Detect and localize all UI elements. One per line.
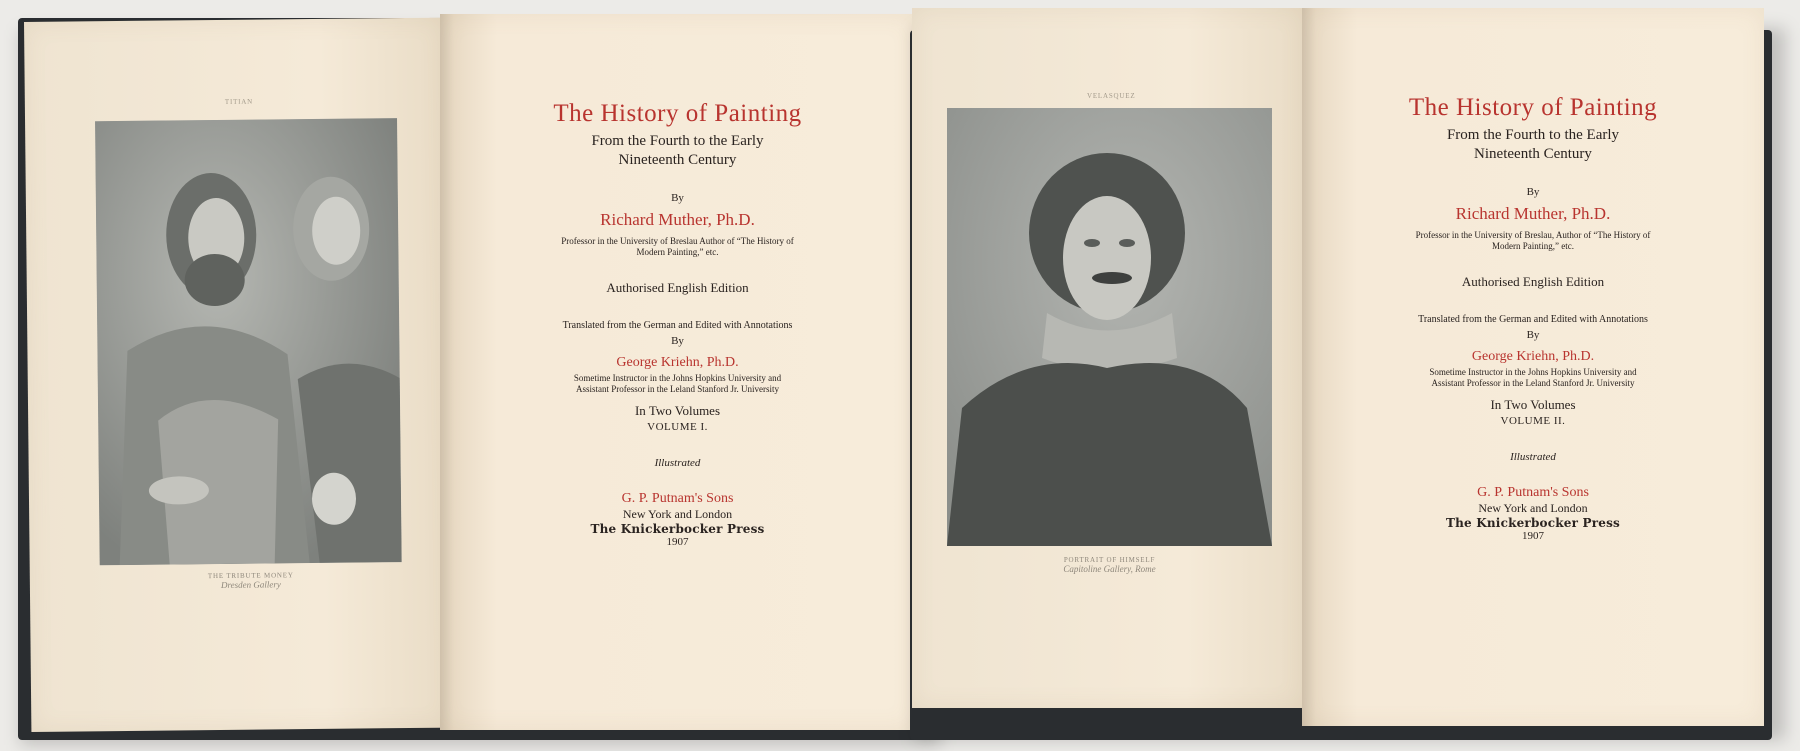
book-2-volumes: In Two Volumes	[1490, 397, 1576, 412]
book-2-volume: VOLUME II.	[1500, 415, 1566, 427]
book-1-by-1: By	[671, 192, 684, 204]
book-1-frontispiece-page	[24, 18, 451, 732]
book-1-year: 1907	[666, 536, 689, 548]
book-2-subtitle-2: Nineteenth Century	[1474, 146, 1592, 162]
book-1-plate-caption	[100, 570, 402, 591]
book-2-translator-note-1: Sometime Instructor in the Johns Hopkins University and	[1429, 367, 1637, 377]
book-1-translator: George Kriehn, Ph.D.	[616, 355, 739, 370]
book-1-edition: Authorised English Edition	[606, 280, 749, 295]
book-1-illustrated: Illustrated	[654, 457, 701, 469]
book-2-publisher: G. P. Putnam's Sons	[1477, 485, 1589, 500]
book-2-year: 1907	[1522, 530, 1544, 542]
book-2-subtitle-1: From the Fourth to the Early	[1446, 127, 1620, 143]
book-1-volumes: In Two Volumes	[634, 403, 721, 418]
book-1-title-page	[440, 14, 915, 730]
book-1-translation: Translated from the German and Edited with Annotations	[562, 320, 793, 331]
book-1-city: New York and London	[622, 507, 733, 521]
book-1-by-2: By	[671, 335, 684, 347]
book-2-press: The Knickerbocker Press	[1445, 516, 1620, 530]
book-2-plate-caption-title: PORTRAIT OF HIMSELF	[1063, 556, 1156, 564]
book-2-edition: Authorised English Edition	[1461, 274, 1605, 289]
book-2-author: Richard Muther, Ph.D.	[1455, 204, 1611, 223]
book-1-plate-caption-title: THE TRIBUTE MONEY	[207, 571, 294, 581]
book-1-publisher: G. P. Putnam's Sons	[621, 491, 734, 506]
book-1-plate-header: TITIAN	[224, 97, 254, 106]
book-1-author-note-1: Professor in the University of Breslau Author of “The History of	[561, 236, 794, 246]
book-1-press: The Knickerbocker Press	[590, 522, 765, 536]
book-1-author-note-2: Modern Painting,” etc.	[636, 247, 719, 257]
book-2-title-page	[1302, 8, 1764, 726]
book-1-translator-note-1: Sometime Instructor in the Johns Hopkins University and	[573, 373, 782, 383]
book-2-illustrated: Illustrated	[1510, 451, 1556, 463]
book-2-author-note-2: Modern Painting,” etc.	[1492, 241, 1574, 251]
book-1-title-block	[440, 100, 915, 548]
book-1-subtitle-2: Nineteenth Century	[618, 152, 737, 168]
book-1-subtitle-1: From the Fourth to the Early	[591, 133, 764, 149]
book-2-translator-note-2: Assistant Professor in the Leland Stanford Jr. University	[1431, 378, 1635, 388]
book-1-translator-note-2: Assistant Professor in the Leland Stanford Jr. University	[576, 384, 779, 394]
book-1-author: Richard Muther, Ph.D.	[600, 210, 755, 229]
book-2-translator: George Kriehn, Ph.D.	[1471, 349, 1595, 364]
book-2-by-1: By	[1526, 186, 1540, 198]
book-1-plate-caption-location: Dresden Gallery	[220, 579, 281, 590]
book-2-title-block	[1302, 94, 1764, 542]
book-2-gutter	[1302, 8, 1316, 726]
book-2-plate-header: VELASQUEZ	[1087, 92, 1136, 100]
book-1-gutter	[440, 14, 454, 730]
book-2-author-note-1: Professor in the University of Breslau, Author of “The History of	[1415, 230, 1651, 240]
book-1-title: The History of Painting	[553, 100, 802, 127]
book-2-translation: Translated from the German and Edited with Annotations	[1418, 314, 1648, 325]
book-2-plate-caption	[947, 556, 1272, 574]
book-2-title: The History of Painting	[1408, 94, 1658, 121]
book-1-volume: VOLUME I.	[647, 421, 708, 433]
book-2-frontispiece-page	[912, 8, 1304, 708]
book-2-city: New York and London	[1478, 501, 1588, 515]
book-2-velasquez-portrait-plate	[947, 108, 1272, 546]
book-1-tribute-money-plate	[95, 118, 402, 565]
book-2-by-2: By	[1526, 329, 1540, 341]
book-2-plate-caption-location: Capitoline Gallery, Rome	[1063, 564, 1156, 574]
